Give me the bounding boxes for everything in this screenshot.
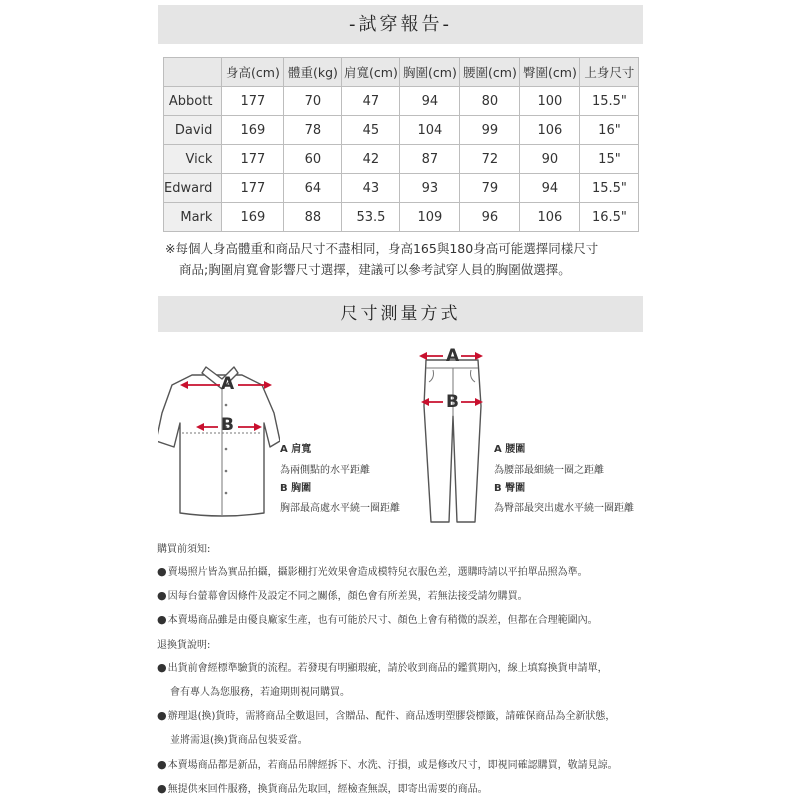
table-cell: 87 [400, 145, 460, 174]
table-cell: 177 [222, 174, 284, 203]
list-item [157, 587, 528, 602]
shirt-a-title: A 肩寬 [280, 444, 312, 455]
list-item [157, 780, 488, 795]
tester-name: David [164, 116, 222, 145]
table-cell: 42 [342, 145, 400, 174]
table-row [164, 174, 639, 203]
table-cell: 106 [520, 116, 580, 145]
table-cell: 109 [400, 203, 460, 232]
table-cell: 43 [342, 174, 400, 203]
table-cell: 60 [284, 145, 342, 174]
pants-diagram [413, 346, 493, 528]
table-cell: 96 [460, 203, 520, 232]
fit-note-line-2: 商品;胸圍肩寬會影響尺寸選擇，建議可以參考試穿人員的胸圍做選擇。 [179, 262, 571, 277]
pants-a-title: A 腰圍 [494, 444, 526, 455]
table-cell: 47 [342, 87, 400, 116]
table-row [164, 203, 639, 232]
table-cell: 104 [400, 116, 460, 145]
bullet-icon: ● [157, 565, 167, 578]
shirt-a-desc: 為兩側點的水平距離 [280, 465, 370, 476]
bullet-icon: ● [157, 613, 167, 626]
shirt-diagram [158, 345, 280, 530]
list-item-continuation: 會有專人為您服務，若逾期則視同購買。 [170, 687, 350, 698]
list-item-text: 出貨前會經標準驗貨的流程。若發現有明顯瑕疵，請於收到商品的鑑賞期內，線上填寫換貨申請單， [167, 663, 608, 674]
table-cell: 94 [400, 87, 460, 116]
list-item [157, 659, 608, 674]
table-cell: 16.5" [580, 203, 639, 232]
list-item-text: 本賣場商品都是新品，若商品吊牌經拆下、水洗、汙損，或是修改尺寸，即視同確認購買，敬請見諒。 [167, 760, 618, 771]
table-cell: 177 [222, 145, 284, 174]
table-cell: 15.5" [580, 174, 639, 203]
table-cell: 94 [520, 174, 580, 203]
table-cell: 70 [284, 87, 342, 116]
list-item-text: 辦理退(換)貨時，需將商品全數退回，含贈品、配件、商品透明塑膠袋標籤，請確保商品為全新狀態， [167, 711, 616, 722]
shirt-b-title: B 胸圍 [280, 483, 312, 494]
table-cell: 106 [520, 203, 580, 232]
bullet-icon: ● [157, 758, 167, 771]
list-item [157, 707, 615, 722]
table-cell: 16" [580, 116, 639, 145]
fit-note-line-1: ※每個人身高體重和商品尺寸不盡相同，身高165與180身高可能選擇同樣尺寸 [165, 241, 599, 256]
table-cell: 88 [284, 203, 342, 232]
table-cell: 15.5" [580, 87, 639, 116]
table-cell: 53.5 [342, 203, 400, 232]
table-cell: 99 [460, 116, 520, 145]
pants-marker-b: B [446, 392, 459, 412]
header-cell: 身高(cm) [222, 58, 284, 87]
list-item-text: 本賣場商品雖是由優良廠家生產，也有可能於尺寸、顏色上會有稍微的誤差，但都在合理範圍內。 [167, 615, 598, 626]
measure-title: 尺寸測量方式 [158, 296, 643, 332]
pants-b-title: B 臀圍 [494, 483, 526, 494]
table-cell: 78 [284, 116, 342, 145]
table-row [164, 87, 639, 116]
tester-name: Mark [164, 203, 222, 232]
header-cell: 肩寬(cm) [342, 58, 400, 87]
header-cell: 腰圍(cm) [460, 58, 520, 87]
fit-report-table [163, 57, 639, 232]
header-cell: 臀圍(cm) [520, 58, 580, 87]
table-cell: 100 [520, 87, 580, 116]
return-notice-title: 退換貨說明: [157, 640, 211, 651]
pants-b-desc: 為臀部最突出處水平繞一圈距離 [494, 503, 634, 514]
table-cell: 15" [580, 145, 639, 174]
header-cell [164, 58, 222, 87]
table-cell: 45 [342, 116, 400, 145]
table-cell: 90 [520, 145, 580, 174]
table-cell: 177 [222, 87, 284, 116]
table-cell: 169 [222, 116, 284, 145]
table-cell: 79 [460, 174, 520, 203]
header-cell: 上身尺寸 [580, 58, 639, 87]
list-item-text: 賣場照片皆為實品拍攝，攝影棚打光效果會造成模特兒衣服色差，選購時請以平拍單品照為準。 [167, 567, 588, 578]
table-cell: 93 [400, 174, 460, 203]
header-cell: 胸圍(cm) [400, 58, 460, 87]
table-row [164, 116, 639, 145]
table-cell: 64 [284, 174, 342, 203]
tester-name: Vick [164, 145, 222, 174]
bullet-icon: ● [157, 782, 167, 795]
table-cell: 72 [460, 145, 520, 174]
list-item-text: 因每台螢幕會因條件及設定不同之關係，顏色會有所差異，若無法接受請勿購買。 [167, 591, 528, 602]
table-header-row [164, 58, 639, 87]
table-cell: 80 [460, 87, 520, 116]
list-item-text: 無提供來回件服務，換貨商品先取回，經檢查無誤，即寄出需要的商品。 [167, 784, 488, 795]
bullet-icon: ● [157, 661, 167, 674]
list-item [157, 756, 618, 771]
pants-marker-a: A [446, 346, 460, 366]
pants-a-desc: 為腰部最細繞一圈之距離 [494, 465, 604, 476]
list-item [157, 563, 588, 578]
list-item [157, 611, 598, 626]
tester-name: Edward [164, 174, 222, 203]
table-row [164, 145, 639, 174]
purchase-notice-title: 購買前須知: [157, 544, 211, 555]
shirt-marker-a: A [221, 374, 235, 394]
shirt-b-desc: 胸部最高處水平繞一圈距離 [280, 503, 400, 514]
fit-report-title: -試穿報告- [158, 5, 643, 44]
tester-name: Abbott [164, 87, 222, 116]
header-cell: 體重(kg) [284, 58, 342, 87]
list-item-continuation: 並將需退(換)貨商品包裝妥當。 [170, 735, 308, 746]
bullet-icon: ● [157, 589, 167, 602]
shirt-body [158, 375, 280, 516]
table-cell: 169 [222, 203, 284, 232]
shirt-marker-b: B [221, 415, 234, 435]
bullet-icon: ● [157, 709, 167, 722]
